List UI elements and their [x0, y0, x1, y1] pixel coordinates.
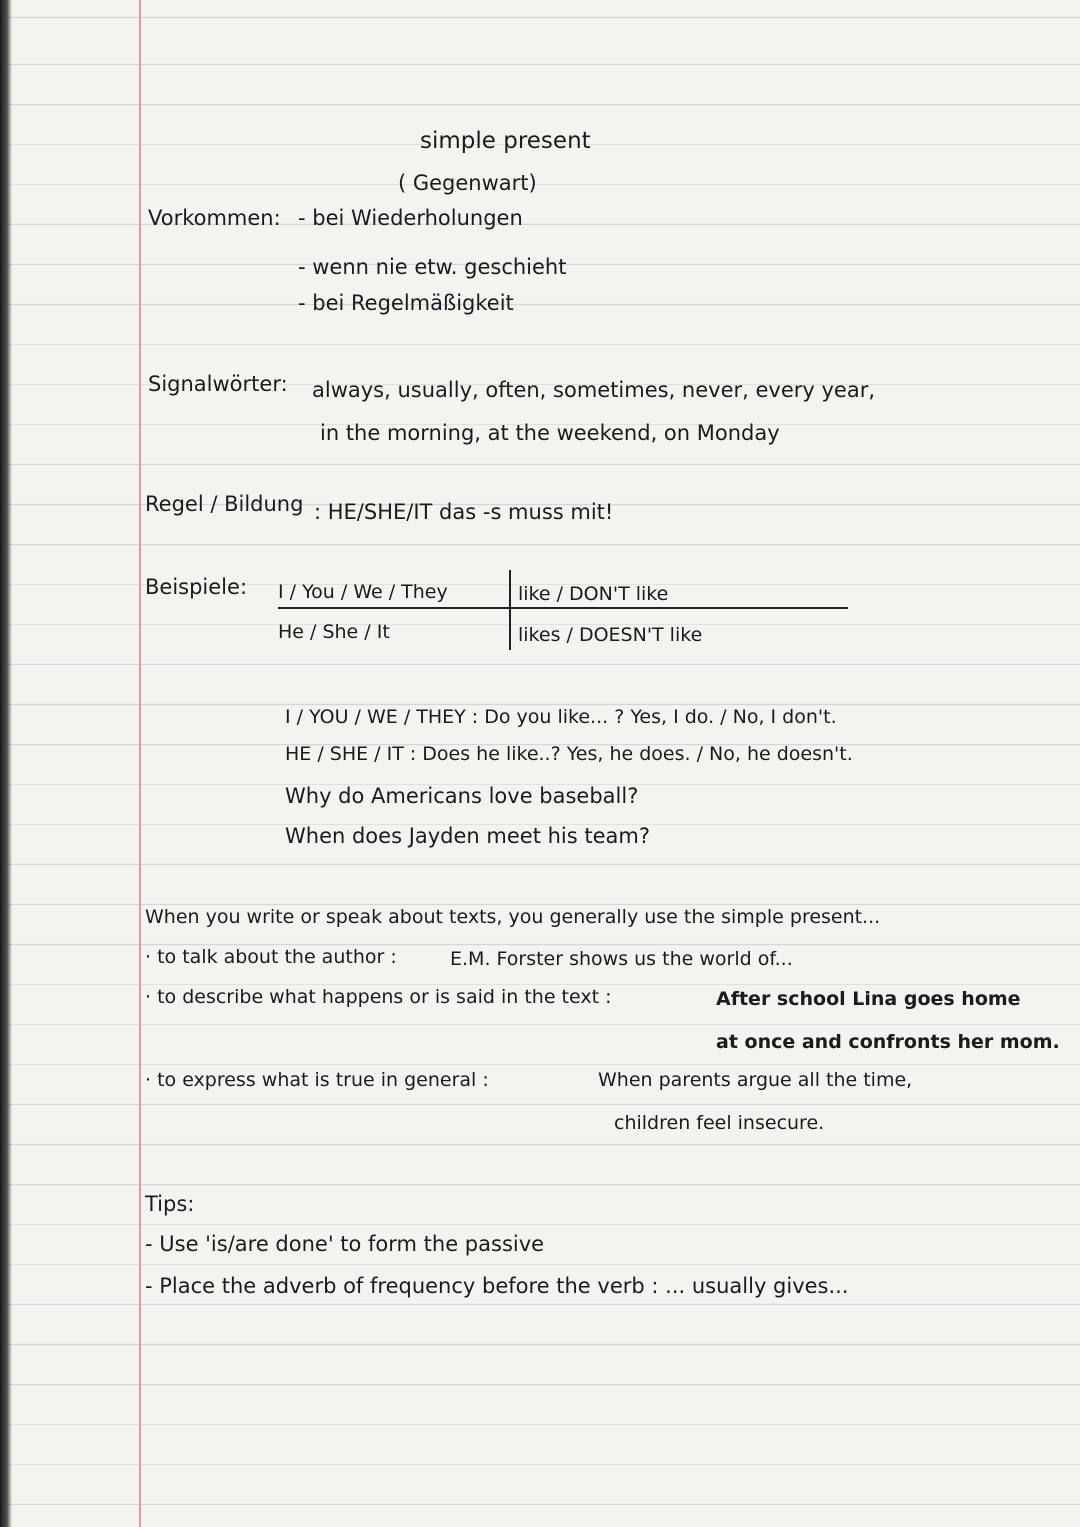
texts-bullet-example: When parents argue all the time,	[598, 1069, 913, 1091]
regel-text: : HE/SHE/IT das -s muss mit!	[314, 500, 614, 524]
table-cell-subject: He / She / It	[278, 621, 390, 643]
question-example: I / YOU / WE / THEY : Do you like... ? Yes, I do. / No, I don't.	[285, 706, 837, 728]
question-example: When does Jayden meet his team?	[285, 824, 651, 848]
question-example: HE / SHE / IT : Does he like..? Yes, he does. / No, he doesn't.	[285, 743, 853, 765]
texts-bullet-example: After school Lina goes home	[716, 988, 1021, 1010]
texts-bullet-label: · to express what is true in general :	[145, 1069, 489, 1091]
table-cell-verb: likes / DOESN'T like	[518, 624, 703, 646]
signal-words-line1: always, usually, often, sometimes, never, every year,	[312, 378, 876, 402]
vorkommen-label: Vorkommen:	[148, 206, 281, 230]
vorkommen-item: - bei Regelmäßigkeit	[298, 291, 514, 315]
vorkommen-item: - bei Wiederholungen	[298, 206, 523, 230]
signal-words-line2: in the morning, at the weekend, on Monday	[320, 421, 780, 445]
texts-bullet-example: at once and confronts her mom.	[716, 1031, 1060, 1053]
tips-label: Tips:	[145, 1192, 195, 1216]
vorkommen-item: - wenn nie etw. geschieht	[298, 255, 567, 279]
table-divider-vertical	[509, 570, 511, 650]
page-title: simple present	[420, 128, 591, 154]
question-example: Why do Americans love baseball?	[285, 784, 639, 808]
tip-item: - Place the adverb of frequency before the verb : ... usually gives...	[145, 1274, 849, 1298]
texts-bullet-label: · to describe what happens or is said in the text :	[145, 986, 612, 1008]
margin-line	[139, 0, 141, 1527]
texts-bullet-example: children feel insecure.	[614, 1112, 825, 1134]
texts-intro: When you write or speak about texts, you generally use the simple present...	[145, 906, 881, 928]
signal-label: Signalwörter:	[148, 372, 288, 396]
table-divider-horizontal	[278, 607, 848, 609]
regel-label: Regel / Bildung	[145, 492, 304, 516]
beispiele-label: Beispiele:	[145, 575, 248, 599]
texts-bullet-example: E.M. Forster shows us the world of...	[450, 948, 793, 970]
table-cell-verb: like / DON'T like	[518, 583, 669, 605]
tip-item: - Use 'is/are done' to form the passive	[145, 1232, 545, 1256]
texts-bullet-label: · to talk about the author :	[145, 946, 397, 968]
page-subtitle: ( Gegenwart)	[398, 171, 537, 195]
table-cell-subject: I / You / We / They	[278, 581, 448, 603]
